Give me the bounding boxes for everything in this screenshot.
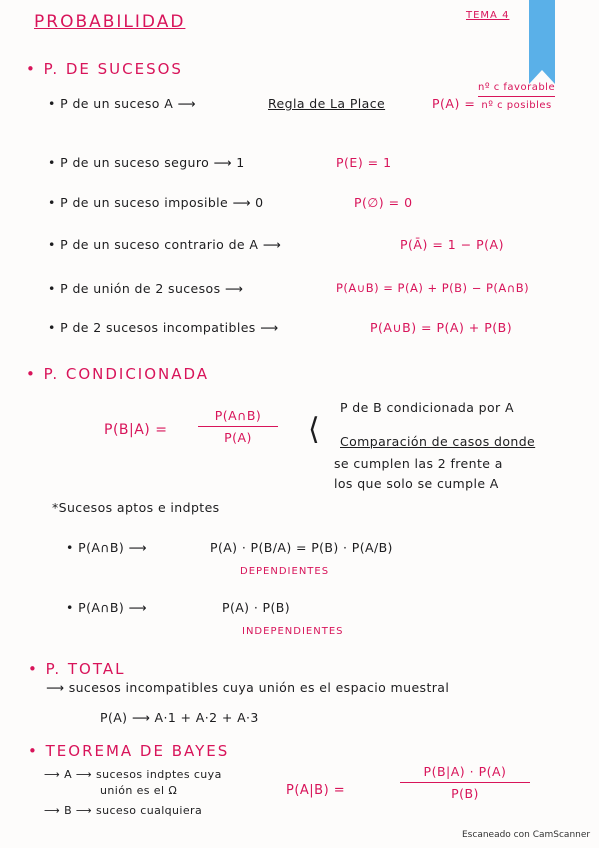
total-formula: P(A) ⟶ A·1 + A·2 + A·3: [100, 710, 259, 725]
list-item: • P(A∩B) ⟶: [66, 540, 147, 555]
formula-lhs: P(A) =: [432, 96, 476, 111]
laplace-fraction: [478, 82, 555, 111]
list-item: • P de unión de 2 sucesos ⟶: [48, 281, 244, 296]
section-heading-total: • P. TOTAL: [28, 660, 126, 678]
note-line: ⟶ B ⟶ suceso cualquiera: [44, 804, 203, 817]
brace-icon: ⟨: [308, 412, 320, 447]
denominator: P(B): [451, 786, 479, 801]
formula: P(∅) = 0: [354, 195, 413, 210]
list-item: • P de 2 sucesos incompatibles ⟶: [48, 320, 279, 335]
section-heading-sucesos: • P. DE SUCESOS: [26, 60, 183, 78]
formula: P(A∪B) = P(A) + P(B) − P(A∩B): [336, 281, 530, 295]
note-line: Comparación de casos donde: [340, 434, 536, 449]
numerator: nº c favorable: [478, 82, 556, 93]
fraction-bar: [478, 96, 555, 97]
denominator: P(A): [224, 430, 252, 445]
formula: P(Ā) = 1 − P(A): [400, 237, 504, 252]
list-item: • P de un suceso imposible ⟶ 0: [48, 195, 264, 210]
bayes-fraction: [400, 764, 530, 801]
list-item: • P de un suceso A ⟶: [48, 96, 196, 111]
note-line: se cumplen las 2 frente a: [334, 456, 503, 471]
note-line: ⟶ A ⟶ sucesos indptes cuya: [44, 768, 222, 781]
formula-lhs: P(B|A) =: [104, 422, 168, 438]
dependent-label: DEPENDIENTES: [240, 566, 330, 577]
page-title: PROBABILIDAD: [34, 12, 186, 32]
formula-lhs: P(A|B) =: [286, 783, 346, 798]
numerator: P(A∩B): [214, 408, 262, 423]
fraction-bar: [198, 426, 278, 427]
bookmark-tab: [529, 0, 555, 70]
list-item: • P de un suceso contrario de A ⟶: [48, 237, 282, 252]
note-line: P de B condicionada por A: [340, 400, 514, 415]
formula: P(A∪B) = P(A) + P(B): [370, 320, 513, 335]
topic-tag: TEMA 4: [466, 10, 510, 21]
laplace-rule: Regla de La Place: [268, 96, 386, 111]
note-line: ⟶ sucesos incompatibles cuya unión es el espacio muestral: [46, 680, 450, 695]
note-line: los que solo se cumple A: [334, 476, 499, 491]
scanner-watermark: Escaneado con CamScanner: [462, 830, 591, 840]
list-item: • P(A∩B) ⟶: [66, 600, 147, 615]
dependent-formula: P(A) · P(B/A) = P(B) · P(A/B): [210, 540, 393, 555]
fraction-bar: [400, 782, 530, 783]
independent-label: INDEPENDIENTES: [242, 626, 344, 637]
conditional-fraction: [198, 408, 278, 445]
note-line: *Sucesos aptos e indptes: [52, 500, 220, 515]
section-heading-condicionada: • P. CONDICIONADA: [26, 365, 210, 383]
numerator: P(B|A) · P(A): [423, 764, 507, 779]
independent-formula: P(A) · P(B): [222, 600, 291, 615]
denominator: nº c posibles: [481, 100, 552, 111]
section-heading-bayes: • TEOREMA DE BAYES: [28, 742, 230, 760]
formula: P(E) = 1: [336, 155, 392, 170]
list-item: • P de un suceso seguro ⟶ 1: [48, 155, 245, 170]
note-line: unión es el Ω: [100, 784, 178, 797]
